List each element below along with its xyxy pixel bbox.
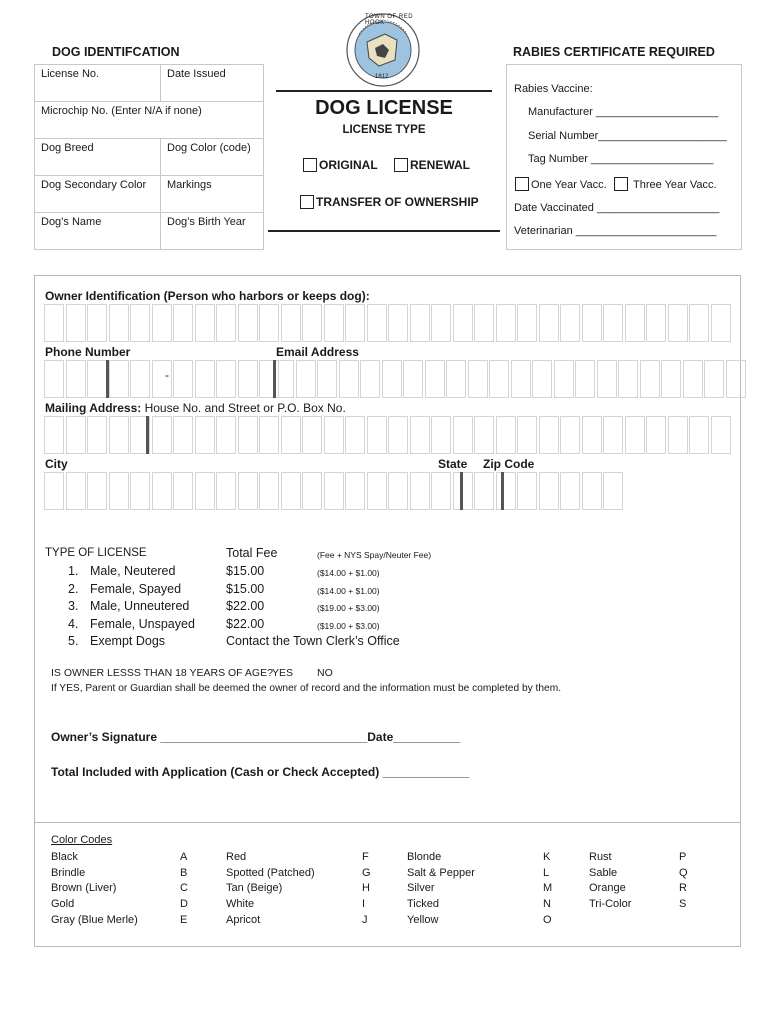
markings-field[interactable]: [161, 176, 264, 213]
fee-row-amount: Contact the Town Clerk’s Office: [226, 634, 400, 648]
character-box[interactable]: [517, 304, 537, 342]
color-name: Sable: [589, 866, 618, 879]
fee-row-note: ($19.00 + $3.00): [317, 620, 380, 631]
phone-dash: -: [165, 368, 169, 382]
original-checkbox[interactable]: [303, 158, 317, 172]
character-box[interactable]: [130, 304, 150, 342]
license-no-field[interactable]: [35, 65, 161, 102]
character-box[interactable]: [496, 472, 516, 510]
character-box[interactable]: [474, 416, 494, 454]
minor-yes-option[interactable]: YES: [272, 667, 294, 679]
character-box[interactable]: [539, 304, 559, 342]
character-box[interactable]: [259, 416, 279, 454]
three-year-checkbox[interactable]: [614, 177, 628, 191]
character-box[interactable]: [474, 304, 494, 342]
color-code: H: [362, 882, 370, 895]
fee-row-number: 2.: [68, 581, 79, 596]
dog-breed-label: Dog Breed: [41, 142, 94, 154]
character-box[interactable]: [431, 472, 451, 510]
fee-row-note: ($19.00 + $3.00): [317, 603, 380, 613]
state-divider: [460, 472, 463, 510]
character-box[interactable]: [109, 360, 129, 398]
character-box[interactable]: [517, 416, 537, 454]
color-name: Spotted (Patched): [226, 866, 315, 879]
character-box[interactable]: [216, 360, 236, 398]
character-box[interactable]: [195, 472, 215, 510]
owner-signature-line[interactable]: Owner’s Signature _______________________________Date__________: [51, 730, 460, 744]
fee-row-number: 5.: [68, 634, 79, 648]
character-box[interactable]: [597, 360, 617, 398]
character-box[interactable]: [517, 472, 537, 510]
character-box[interactable]: [44, 304, 64, 342]
three-year-vacc-option[interactable]: [614, 177, 717, 191]
color-code: Q: [679, 866, 688, 879]
dog-license-title: DOG LICENSE: [315, 97, 453, 119]
character-box[interactable]: [367, 472, 387, 510]
character-box[interactable]: [109, 472, 129, 510]
color-code: A: [180, 851, 188, 863]
color-code: F: [362, 851, 369, 863]
character-box[interactable]: [539, 416, 559, 454]
character-box[interactable]: [468, 360, 488, 398]
renewal-label: RENEWAL: [410, 158, 470, 172]
color-name: White: [226, 898, 255, 911]
one-year-checkbox[interactable]: [515, 177, 529, 191]
serial-number-field[interactable]: Serial Number_____________________: [528, 130, 727, 142]
fee-row-number: 1.: [68, 564, 79, 578]
one-year-vacc-option[interactable]: [515, 177, 607, 191]
rabies-certificate-title: RABIES CERTIFICATE REQUIRED: [513, 45, 715, 59]
character-box[interactable]: [195, 360, 215, 398]
character-box[interactable]: [66, 416, 86, 454]
secondary-color-field[interactable]: [35, 176, 161, 213]
character-box[interactable]: [152, 304, 172, 342]
minor-note: If YES, Parent or Guardian shall be deemed the owner of record and the information must be completed by them.: [51, 683, 562, 694]
date-issued-field[interactable]: [161, 65, 264, 102]
phone-area-code-divider: [106, 360, 109, 398]
character-box[interactable]: [87, 416, 107, 454]
character-box[interactable]: [689, 416, 709, 454]
renewal-option[interactable]: [394, 158, 470, 172]
character-box[interactable]: [668, 304, 688, 342]
color-code: P: [679, 851, 687, 863]
fee-row-amount: $15.00: [226, 564, 265, 578]
character-box[interactable]: [302, 472, 322, 510]
character-box[interactable]: [603, 304, 623, 342]
transfer-checkbox[interactable]: [300, 195, 314, 209]
character-box[interactable]: [109, 416, 129, 454]
character-box[interactable]: [446, 360, 466, 398]
character-box[interactable]: [496, 304, 516, 342]
character-box[interactable]: [339, 360, 359, 398]
color-code: J: [362, 913, 368, 926]
character-box[interactable]: [87, 472, 107, 510]
character-box[interactable]: [388, 416, 408, 454]
secondary-color-label: Dog Secondary Color: [41, 179, 147, 191]
license-top-rule: [276, 90, 492, 92]
character-box[interactable]: [431, 416, 451, 454]
dog-color-label: Dog Color (code): [167, 142, 251, 154]
color-name: Ticked: [407, 898, 439, 911]
character-box[interactable]: [474, 472, 494, 510]
fee-row-type: Female, Spayed: [90, 581, 182, 596]
character-box[interactable]: [109, 304, 129, 342]
color-code: N: [543, 898, 551, 911]
character-box[interactable]: [560, 304, 580, 342]
fee-row-amount: $22.00: [226, 599, 265, 613]
transfer-label: TRANSFER OF OWNERSHIP: [316, 195, 479, 209]
character-box[interactable]: [317, 360, 337, 398]
transfer-option[interactable]: [300, 195, 479, 209]
character-box[interactable]: [324, 304, 344, 342]
color-code: D: [180, 898, 188, 911]
rabies-certificate-box: [506, 64, 742, 250]
dog-color-field[interactable]: [161, 139, 264, 176]
character-box[interactable]: [195, 416, 215, 454]
license-bottom-rule: [268, 230, 500, 232]
type-of-license-header: TYPE OF LICENSE: [45, 547, 147, 559]
character-box[interactable]: [66, 360, 86, 398]
character-box[interactable]: [130, 360, 150, 398]
character-box[interactable]: [259, 472, 279, 510]
character-box[interactable]: [425, 360, 445, 398]
fee-row-amount: $22.00: [226, 616, 265, 631]
character-box[interactable]: [281, 472, 301, 510]
owner-identification-input[interactable]: [44, 304, 732, 342]
fee-row-type: Exempt Dogs: [90, 634, 166, 648]
character-box[interactable]: [216, 304, 236, 342]
character-box[interactable]: [66, 304, 86, 342]
color-code: K: [543, 851, 551, 863]
character-box[interactable]: [711, 304, 731, 342]
character-box[interactable]: [388, 304, 408, 342]
character-box[interactable]: [345, 472, 365, 510]
one-year-label: One Year Vacc.: [531, 179, 607, 191]
dog-breed-field[interactable]: [35, 139, 161, 176]
fee-row-note: ($14.00 + $1.00): [317, 585, 380, 596]
town-seal-logo: [345, 12, 421, 88]
state-label: State: [438, 457, 468, 471]
house-number-divider: [146, 416, 149, 454]
character-box[interactable]: [302, 416, 322, 454]
character-box[interactable]: [360, 360, 380, 398]
fee-row-number: 4.: [68, 616, 79, 631]
character-box[interactable]: [603, 416, 623, 454]
email-address-label: Email Address: [276, 345, 359, 359]
character-box[interactable]: [302, 304, 322, 342]
color-name: Black: [51, 851, 78, 863]
color-codes-title: Color Codes: [51, 834, 113, 846]
character-box[interactable]: [173, 472, 193, 510]
color-code: S: [679, 898, 687, 911]
character-box[interactable]: [554, 360, 574, 398]
dog-identification-title: DOG IDENTIFCATION: [52, 45, 180, 59]
character-box[interactable]: [216, 416, 236, 454]
character-box[interactable]: [618, 360, 638, 398]
color-code: E: [180, 913, 188, 926]
fee-row-note: ($14.00 + $1.00): [317, 568, 380, 578]
color-name: Silver: [407, 882, 435, 895]
character-box[interactable]: [704, 360, 724, 398]
phone-number-label: Phone Number: [45, 345, 131, 359]
city-label: City: [45, 457, 68, 471]
character-box[interactable]: [324, 416, 344, 454]
zip-code-label: Zip Code: [483, 457, 535, 471]
owner-identification-label: Owner Identification (Person who harbors or keeps dog):: [45, 289, 370, 303]
character-box[interactable]: [489, 360, 509, 398]
character-box[interactable]: [689, 304, 709, 342]
character-box[interactable]: [367, 416, 387, 454]
color-name: Brown (Liver): [51, 882, 117, 895]
character-box[interactable]: [130, 472, 150, 510]
character-box[interactable]: [152, 416, 172, 454]
manufacturer-field[interactable]: Manufacturer ____________________: [528, 106, 719, 118]
character-box[interactable]: [296, 360, 316, 398]
character-box[interactable]: [575, 360, 595, 398]
dog-name-label: Dog’s Name: [41, 216, 102, 228]
character-box[interactable]: [646, 416, 666, 454]
color-name: Brindle: [51, 866, 86, 879]
city-state-zip-input[interactable]: [44, 472, 625, 510]
tag-number-field[interactable]: Tag Number ____________________: [528, 153, 714, 165]
color-name: Red: [226, 851, 247, 863]
character-box[interactable]: [44, 416, 64, 454]
character-box[interactable]: [87, 304, 107, 342]
character-box[interactable]: [532, 360, 552, 398]
color-name: Yellow: [407, 913, 439, 926]
character-box[interactable]: [403, 360, 423, 398]
character-box[interactable]: [259, 304, 279, 342]
fee-note-header: (Fee + NYS Spay/Neuter Fee): [317, 550, 432, 560]
character-box[interactable]: [511, 360, 531, 398]
character-box[interactable]: [711, 416, 731, 454]
color-name: Salt & Pepper: [407, 866, 475, 879]
color-code: M: [543, 882, 553, 895]
character-box[interactable]: [646, 304, 666, 342]
character-box[interactable]: [388, 472, 408, 510]
color-name: Gold: [51, 898, 75, 911]
color-code: O: [543, 913, 552, 926]
character-box[interactable]: [274, 360, 294, 398]
color-name: Apricot: [226, 913, 261, 926]
character-box[interactable]: [668, 416, 688, 454]
character-box[interactable]: [173, 360, 193, 398]
microchip-field[interactable]: [35, 102, 264, 139]
phone-number-input[interactable]: [44, 360, 281, 398]
character-box[interactable]: [582, 416, 602, 454]
color-codes-box: [34, 822, 741, 947]
character-box[interactable]: [238, 472, 258, 510]
zip-divider: [501, 472, 504, 510]
microchip-label: Microchip No. (Enter N/A if none): [41, 105, 202, 117]
character-box[interactable]: [661, 360, 681, 398]
fee-row-type: Female, Unspayed: [90, 616, 195, 631]
three-year-label: Three Year Vacc.: [633, 179, 717, 191]
original-label: ORIGINAL: [319, 158, 378, 172]
markings-label: Markings: [167, 179, 212, 191]
character-box[interactable]: [582, 472, 602, 510]
color-code: R: [679, 882, 687, 895]
fee-row-type: Male, Unneutered: [90, 599, 190, 613]
color-code: C: [180, 882, 188, 895]
character-box[interactable]: [410, 472, 430, 510]
color-name: Tan (Beige): [226, 882, 283, 895]
character-box[interactable]: [453, 416, 473, 454]
character-box[interactable]: [410, 416, 430, 454]
character-box[interactable]: [496, 416, 516, 454]
total-included-line[interactable]: Total Included with Application (Cash or Check Accepted) _____________: [51, 765, 470, 779]
fee-row-number: 3.: [68, 599, 79, 613]
character-box[interactable]: [281, 416, 301, 454]
character-box[interactable]: [683, 360, 703, 398]
character-box[interactable]: [173, 416, 193, 454]
total-fee-header: Total Fee: [226, 546, 278, 560]
character-box[interactable]: [281, 304, 301, 342]
character-box[interactable]: [345, 304, 365, 342]
date-issued-label: Date Issued: [167, 68, 226, 80]
character-box[interactable]: [410, 304, 430, 342]
character-box[interactable]: [345, 416, 365, 454]
character-box[interactable]: [726, 360, 746, 398]
minor-question: IS OWNER LESSS THAN 18 YEARS OF AGE?: [51, 667, 273, 679]
character-box[interactable]: [560, 472, 580, 510]
color-code: L: [543, 866, 550, 879]
character-box[interactable]: [324, 472, 344, 510]
character-box[interactable]: [582, 304, 602, 342]
character-box[interactable]: [238, 416, 258, 454]
character-box[interactable]: [382, 360, 402, 398]
character-box[interactable]: [367, 304, 387, 342]
character-box[interactable]: [66, 472, 86, 510]
fee-row-amount: $15.00: [226, 581, 265, 596]
character-box[interactable]: [603, 472, 623, 510]
license-no-label: License No.: [41, 68, 100, 80]
veterinarian-field[interactable]: Veterinarian _______________________: [514, 225, 717, 237]
character-box[interactable]: [560, 416, 580, 454]
color-name: Blonde: [407, 851, 442, 863]
rabies-vaccine-label: Rabies Vaccine:: [514, 83, 593, 95]
character-box[interactable]: [195, 304, 215, 342]
color-name: Orange: [589, 882, 626, 895]
color-name: Gray (Blue Merle): [51, 913, 138, 926]
renewal-checkbox[interactable]: [394, 158, 408, 172]
character-box[interactable]: [44, 360, 64, 398]
character-box[interactable]: [238, 304, 258, 342]
seal-text: TOWN OF RED HOOK: [365, 14, 414, 26]
birth-year-label: Dog’s Birth Year: [167, 216, 246, 228]
color-name: Rust: [589, 851, 612, 863]
color-name: Tri-Color: [589, 898, 632, 911]
original-option[interactable]: [303, 158, 378, 172]
character-box[interactable]: [625, 304, 645, 342]
date-vaccinated-field[interactable]: Date Vaccinated ____________________: [514, 202, 720, 214]
mailing-address-label: Mailing Address: House No. and Street or P.O. Box No.: [45, 401, 346, 415]
character-box[interactable]: [173, 304, 193, 342]
character-box[interactable]: [87, 360, 107, 398]
dog-identification-table: [34, 64, 264, 250]
character-box[interactable]: [152, 472, 172, 510]
character-box[interactable]: [539, 472, 559, 510]
color-code: I: [362, 898, 366, 911]
character-box[interactable]: [431, 304, 451, 342]
dog-name-field[interactable]: [35, 213, 161, 250]
seal-year: 1812: [375, 74, 389, 80]
character-box[interactable]: [216, 472, 236, 510]
fee-row-type: Male, Neutered: [90, 564, 176, 578]
birth-year-field[interactable]: [161, 213, 264, 250]
character-box[interactable]: [44, 472, 64, 510]
color-code: G: [362, 866, 371, 879]
color-code: B: [180, 866, 188, 879]
character-box[interactable]: [238, 360, 258, 398]
minor-no-option[interactable]: NO: [317, 667, 333, 679]
license-type-label: LICENSE TYPE: [342, 124, 426, 136]
character-box[interactable]: [453, 304, 473, 342]
email-divider: [273, 360, 276, 398]
email-address-input[interactable]: [274, 360, 747, 398]
character-box[interactable]: [640, 360, 660, 398]
character-box[interactable]: [625, 416, 645, 454]
